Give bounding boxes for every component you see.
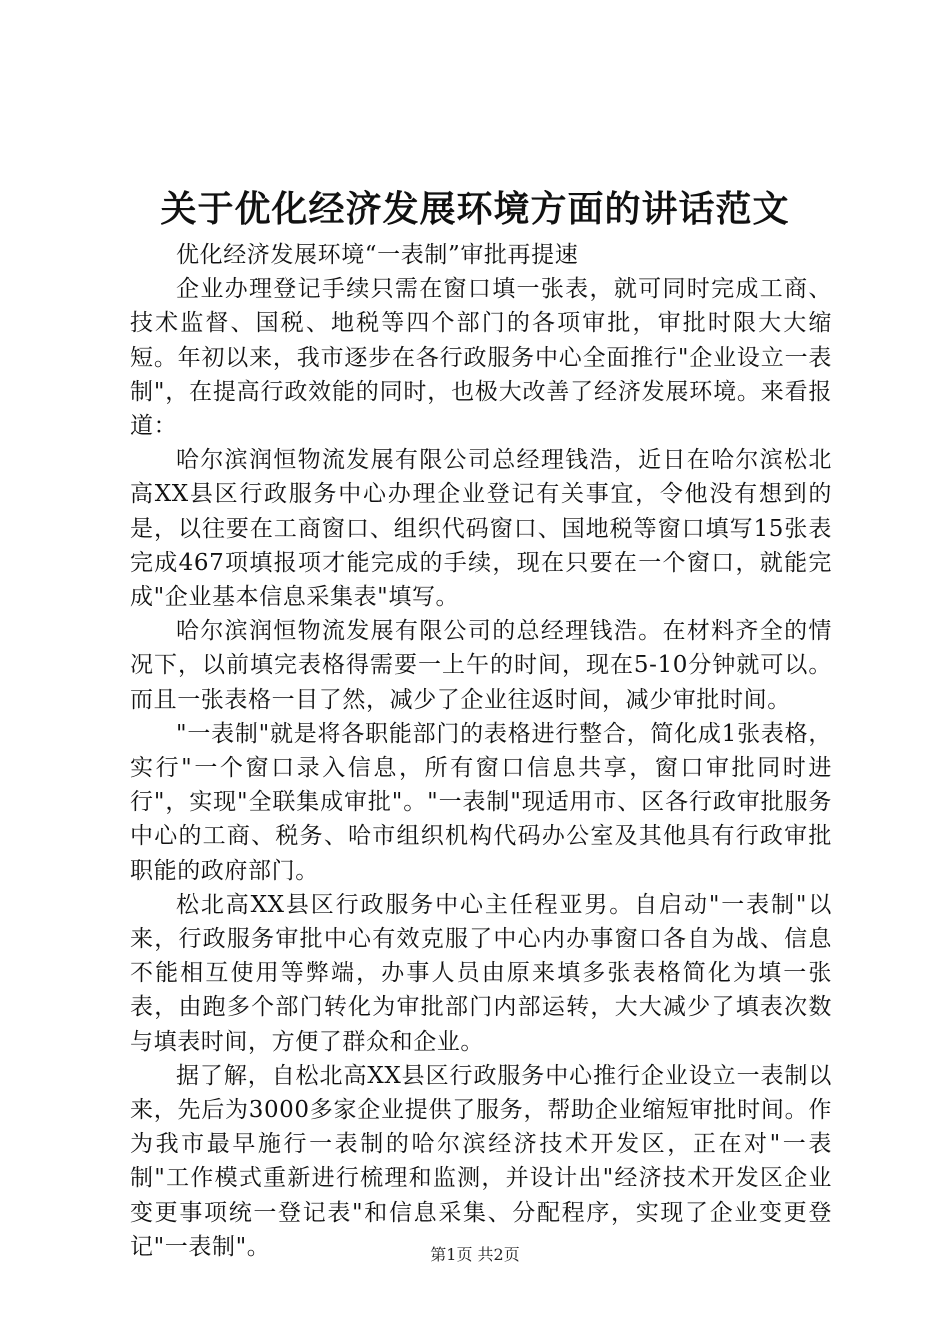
document-body	[130, 238, 832, 1264]
paragraph: 哈尔滨润恒物流发展有限公司的总经理钱浩。在材料齐全的情况下，以前填完表格得需要一上午的时间，现在5-10分钟就可以。而且一张表格一目了然，减少了企业往返时间，减少审批时间。	[130, 618, 832, 713]
paragraph: "一表制"就是将各职能部门的表格进行整合，简化成1张表格，实行"一个窗口录入信息，所有窗口信息共享，窗口审批同时进行"，实现"全联集成审批"。"一表制"现适用市、区各行政审批服务中心的工商、税务、哈市组织机构代码办公室及其他具有行政审批职能的政府部门。	[130, 720, 832, 884]
paragraph: 松北高XX县区行政服务中心主任程亚男。自启动"一表制"以来，行政服务审批中心有效克服了中心内办事窗口各自为战、信息不能相互使用等弊端，办事人员由原来填多张表格简化为填一张表，由跑多个部门转化为审批部门内部运转，大大减少了填表次数与填表时间，方便了群众和企业。	[130, 891, 832, 1055]
paragraph: 据了解，自松北高XX县区行政服务中心推行企业设立一表制以来，先后为3000多家企业提供了服务，帮助企业缩短审批时间。作为我市最早施行一表制的哈尔滨经济技术开发区，正在对"一表制"工作模式重新进行梳理和监测，并设计出"经济技术开发区企业变更事项统一登记表"和信息采集、分配程序，实现了企业变更登记"一表制"。	[130, 1062, 832, 1260]
paragraph: 企业办理登记手续只需在窗口填一张表，就可同时完成工商、技术监督、国税、地税等四个部门的各项审批，审批时限大大缩短。年初以来，我市逐步在各行政服务中心全面推行"企业设立一表制"，在提高行政效能的同时，也极大改善了经济发展环境。来看报道：	[130, 276, 832, 440]
document-title: 关于优化经济发展环境方面的讲话范文	[160, 188, 790, 230]
paragraph-subtitle: 优化经济发展环境“一表制”审批再提速	[176, 242, 579, 268]
paragraph: 哈尔滨润恒物流发展有限公司总经理钱浩，近日在哈尔滨松北高XX县区行政服务中心办理企业登记有关事宜，令他没有想到的是，以往要在工商窗口、组织代码窗口、国地税等窗口填写15张表完成467项填报项才能完成的手续，现在只要在一个窗口，就能完成"企业基本信息采集表"填写。	[130, 447, 832, 611]
page-number-footer: 第1页 共2页	[430, 1245, 520, 1264]
